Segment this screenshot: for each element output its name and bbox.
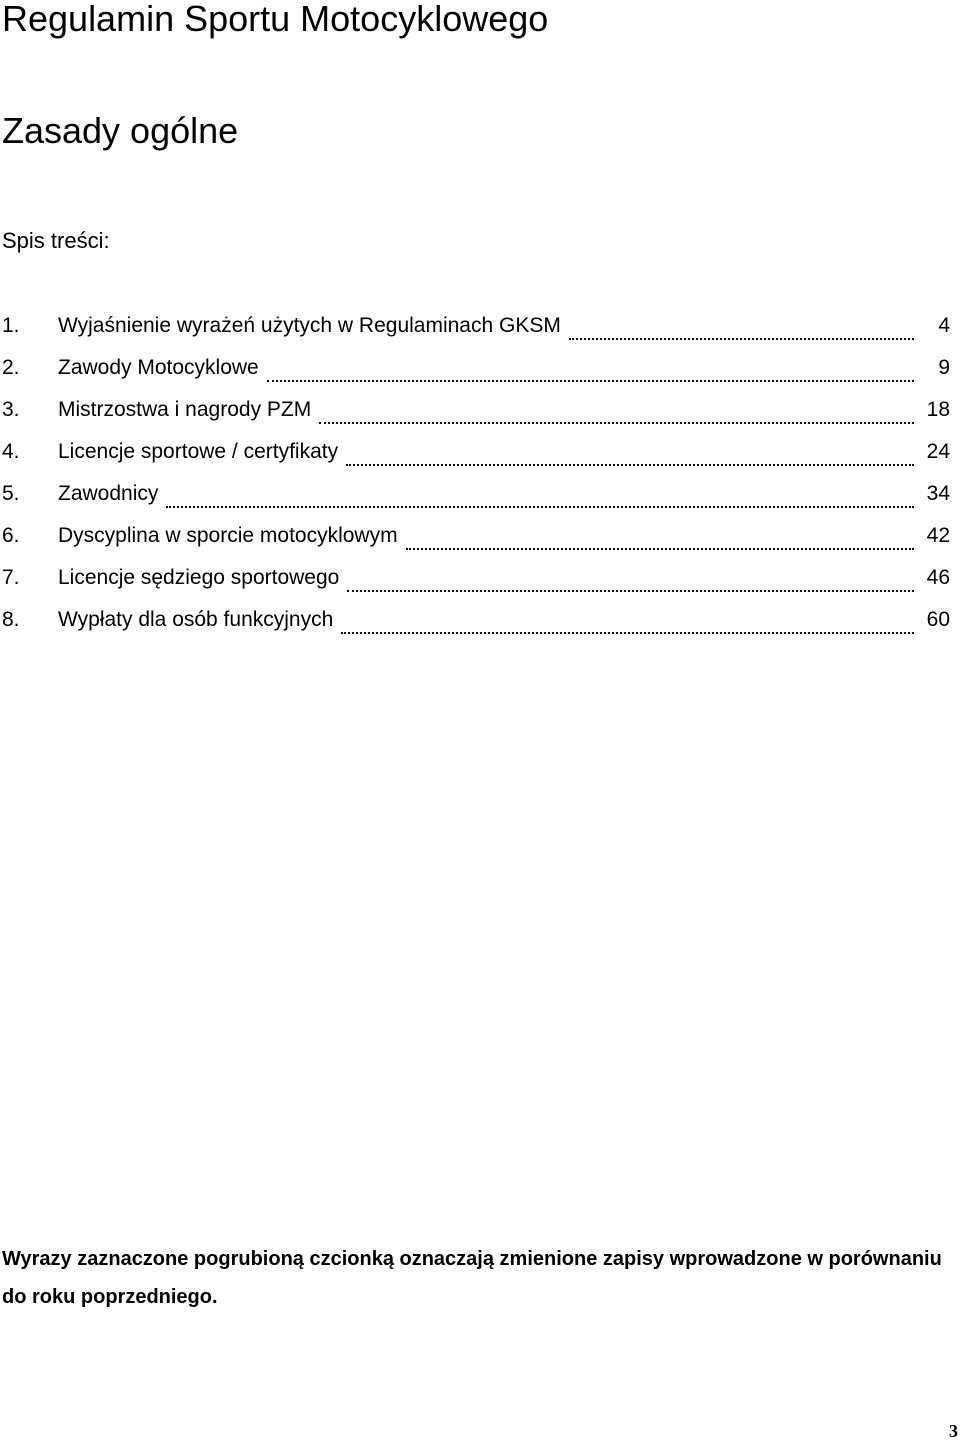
toc-heading: Spis treści: (2, 228, 110, 253)
toc-item-page: 18 (926, 398, 950, 421)
toc-item-title: Licencje sportowe / certyfikaty (58, 440, 339, 463)
toc-item[interactable] (0, 604, 950, 646)
toc-item-number: 1. (2, 314, 20, 337)
toc-dot-leader (406, 548, 914, 550)
toc-item-number: 3. (2, 398, 20, 421)
toc-item[interactable] (0, 436, 950, 478)
toc-dot-leader (267, 380, 914, 382)
toc-item-number: 4. (2, 440, 20, 463)
toc-item-page: 42 (926, 524, 950, 547)
toc-item[interactable] (0, 352, 950, 394)
toc-item-title: Zawody Motocyklowe (58, 356, 259, 379)
toc-item-number: 7. (2, 566, 20, 589)
toc-dot-leader (319, 422, 914, 424)
toc-item[interactable] (0, 478, 950, 520)
toc-item[interactable] (0, 310, 950, 352)
toc-item-title: Wyjaśnienie wyrażeń użytych w Regulaminach GKSM (58, 314, 561, 337)
toc-dot-leader (569, 338, 914, 340)
page-number: 3 (949, 1421, 958, 1441)
toc-dot-leader (346, 464, 914, 466)
toc-item-number: 5. (2, 482, 20, 505)
toc-dot-leader (347, 590, 914, 592)
toc-item-page: 24 (926, 440, 950, 463)
toc-item-page: 9 (938, 356, 950, 379)
toc-item[interactable] (0, 394, 950, 436)
changes-note: Wyrazy zaznaczone pogrubioną czcionką oznaczają zmienione zapisy wprowadzone w porównaniu do roku poprzedniego. (2, 1248, 942, 1308)
toc-item-title: Licencje sędziego sportowego (58, 566, 340, 589)
toc-item[interactable] (0, 520, 950, 562)
section-title: Zasady ogólne (2, 110, 239, 151)
toc-item[interactable] (0, 562, 950, 604)
toc-item-page: 60 (926, 608, 950, 631)
toc-item-title: Wypłaty dla osób funkcyjnych (58, 608, 334, 631)
toc-dot-leader (166, 506, 914, 508)
toc-dot-leader (341, 632, 914, 634)
toc-item-page: 34 (926, 482, 950, 505)
toc-item-title: Dyscyplina w sporcie motocyklowym (58, 524, 398, 547)
table-of-contents (0, 310, 950, 646)
toc-item-number: 2. (2, 356, 20, 379)
toc-item-number: 8. (2, 608, 20, 631)
toc-item-page: 4 (938, 314, 950, 337)
document-title: Regulamin Sportu Motocyklowego (2, 0, 549, 39)
toc-item-page: 46 (926, 566, 950, 589)
toc-item-title: Zawodnicy (58, 482, 159, 505)
toc-item-number: 6. (2, 524, 20, 547)
toc-item-title: Mistrzostwa i nagrody PZM (58, 398, 312, 421)
